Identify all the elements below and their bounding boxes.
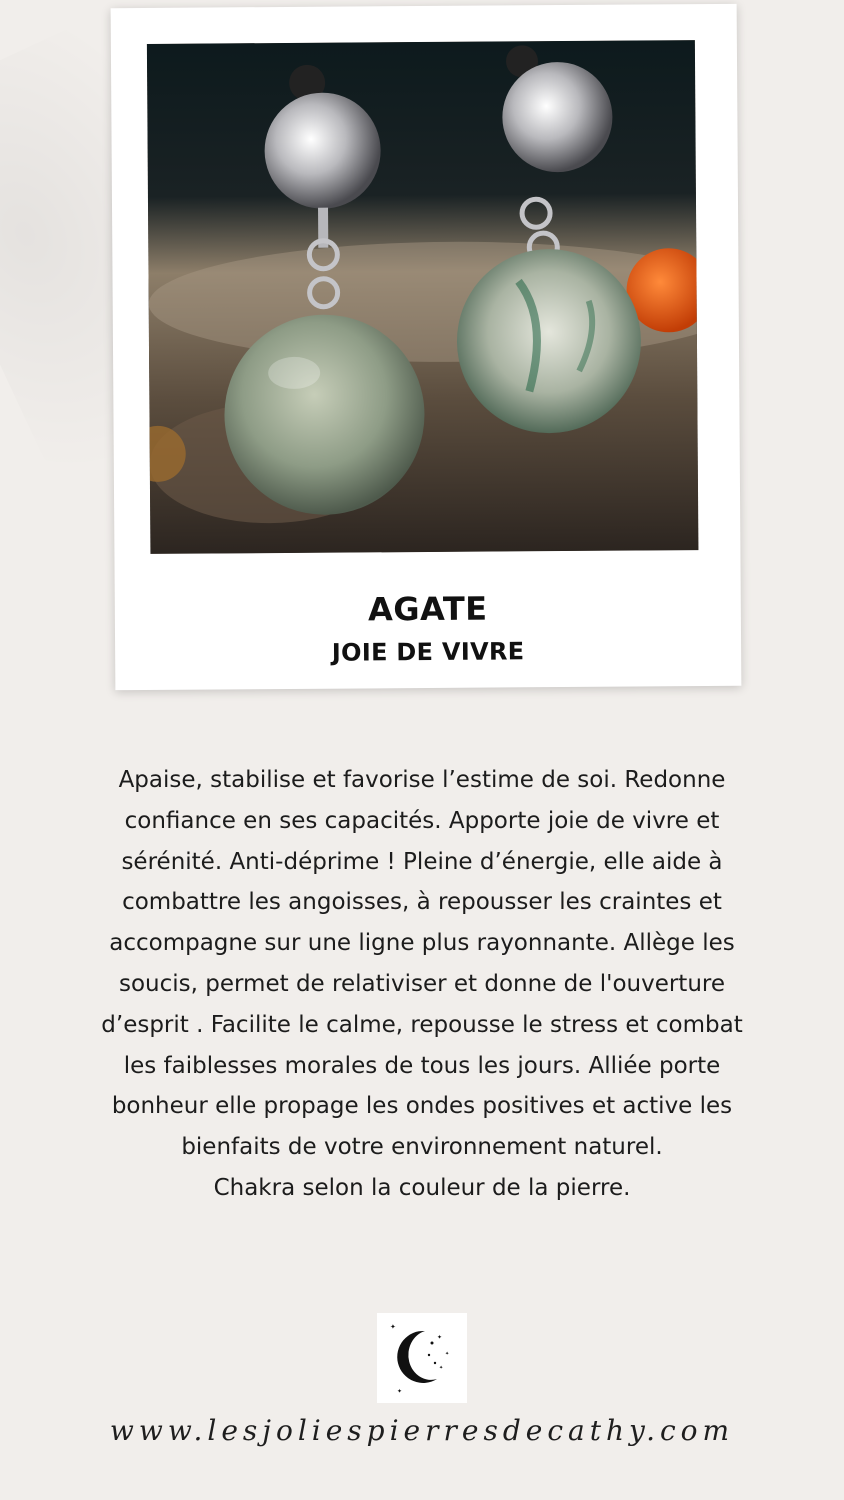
description-line: combattre les angoisses, à repousser les craintes et <box>122 889 722 916</box>
earrings-photo <box>147 40 699 554</box>
svg-text:✦: ✦ <box>445 1351 450 1357</box>
description-line: confiance en ses capacités. Apporte joie de vivre et <box>124 807 720 834</box>
description-text <box>40 760 804 1209</box>
description-line: bienfaits de votre environnement naturel. <box>181 1134 663 1161</box>
polaroid-card <box>111 4 742 690</box>
website-link[interactable]: www.lesjoliespierresdecathy.com <box>109 1414 735 1447</box>
stone-title: AGATE <box>367 589 488 629</box>
description-line: Apaise, stabilise et favorise l’estime de soi. Redonne <box>118 767 726 793</box>
svg-text:✦: ✦ <box>397 1388 403 1395</box>
svg-text:✦: ✦ <box>437 1334 443 1341</box>
description-line: accompagne sur une ligne plus rayonnante. Allège les <box>109 930 735 957</box>
earrings-illustration <box>147 40 699 554</box>
description-line: sérénité. Anti-déprime ! Pleine d’énergie, elle aide à <box>121 848 723 875</box>
description-line: soucis, permet de relativiser et donne de l'ouverture <box>118 970 726 997</box>
stone-subtitle: JOIE DE VIVRE <box>331 637 525 667</box>
crescent-moon-logo-icon <box>377 1313 467 1403</box>
description-line: d’esprit . Facilite le calme, repousse le stress et combat <box>101 1011 743 1038</box>
description-line: les faiblesses morales de tous les jours. Alliée porte <box>123 1052 721 1079</box>
svg-text:✦: ✦ <box>390 1323 396 1331</box>
svg-text:✦: ✦ <box>439 1365 444 1371</box>
description-line: Chakra selon la couleur de la pierre. <box>213 1174 631 1201</box>
description-line: bonheur elle propage les ondes positives et active les <box>111 1093 733 1120</box>
